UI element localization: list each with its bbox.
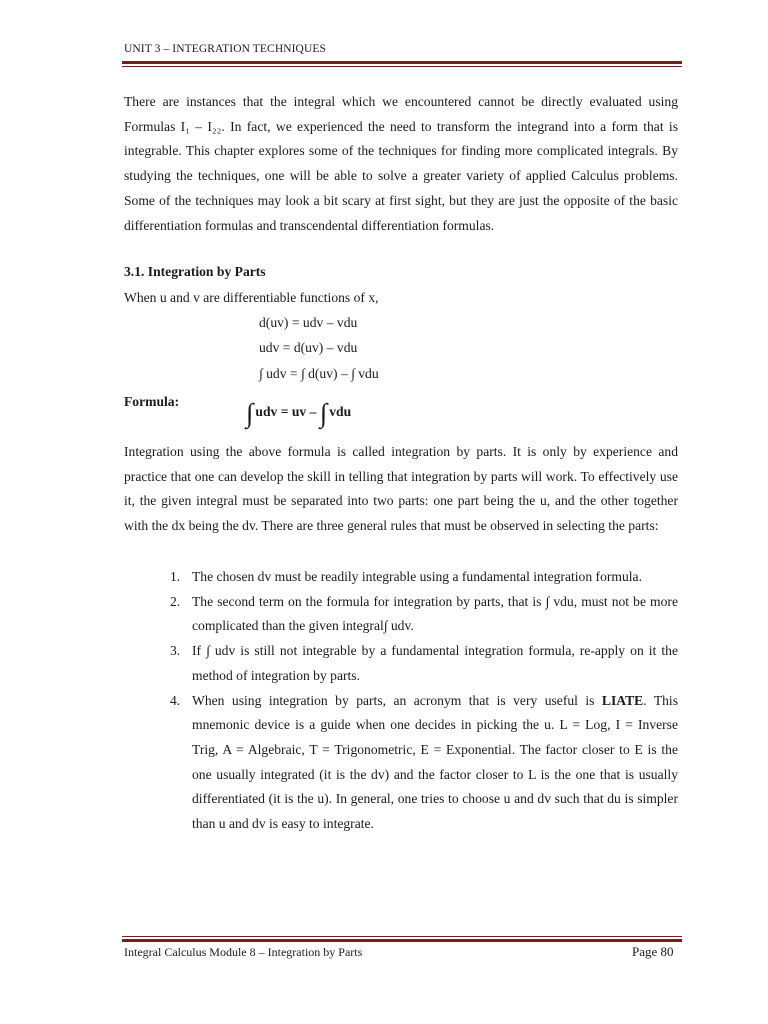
list-item — [124, 689, 678, 837]
footer-rule-thick — [122, 939, 682, 942]
running-header: UNIT 3 – INTEGRATION TECHNIQUES — [124, 43, 326, 55]
list-number: 3. — [170, 643, 181, 659]
liate-acronym: LIATE — [601, 692, 644, 708]
formula-label: Formula: — [124, 394, 180, 409]
header-rule-thick — [122, 61, 682, 64]
section-heading: 3.1. Integration by Parts — [124, 264, 266, 279]
list-number: 1. — [170, 569, 181, 584]
integration-by-parts-formula — [246, 398, 351, 429]
list-item — [124, 590, 678, 639]
list-item — [124, 565, 678, 590]
footer-module-title: Integral Calculus Module 8 – Integration by Parts — [124, 945, 363, 959]
page-number: Page 80 — [632, 944, 674, 959]
explanation-paragraph: Integration using the above formula is called integration by parts. It is only by experience and practice that one can develop the skill in telling that integration by parts will work. To effectively use it, the given integral must be separated into two parts: one part being the u, and the other together with the dx being the dv. There are three general rules that must be observed in selecting the parts: — [124, 444, 678, 534]
header-rule-thin — [122, 66, 682, 67]
list-item-text: The chosen dv must be readily integrable using a fundamental integration formula. — [192, 569, 642, 584]
footer-rule-thin — [122, 936, 682, 937]
list-number: 2. — [170, 593, 181, 609]
intro-paragraph: There are instances that the integral which we encountered cannot be directly evaluated using Formulas I₁ – I₂₂. In fact, we experienced the need to transform the integrand into a form that is integrable. This chapter explores some of the techniques for finding more complicated integrals. By studying the techniques, one will be able to solve a greater variety of applied Calculus problems. Some of the techniques may look a bit scary at first sight, but they are just the opposite of the basic differentiation formulas and transcendental differentiation formulas. — [124, 94, 678, 233]
list-item-text-after: . This mnemonic device is a guide when one decides in picking the u. L = Log, I = Inverse Trig, A = Algebraic, T = Trigonometric, E = Exponential. The factor closer to E is the one usually integrated (it is the dv) and the factor closer to L is the one that is usually differentiated (it is the u). In general, one tries to choose u and dv such that du is simpler than u and dv is easy to integrate. — [192, 692, 678, 832]
integral-symbol: ∫ — [246, 398, 254, 428]
rules-list — [124, 565, 678, 837]
formula-rhs: vdu — [329, 404, 352, 419]
list-item-text: The second term on the formula for integration by parts, that is ∫ vdu, must not be more complicated than the given integral∫ udv. — [192, 593, 678, 634]
list-item — [124, 639, 678, 688]
equation-1: d(uv) = udv – vdu — [259, 315, 358, 330]
list-item-text — [192, 689, 678, 837]
list-number: 4. — [170, 692, 181, 708]
equation-2: udv = d(uv) – vdu — [259, 340, 358, 355]
list-item-text: If ∫ udv is still not integrable by a fundamental integration formula, re-apply on it the method of integration by parts. — [192, 643, 678, 683]
section-lead: When u and v are differentiable functions of x, — [124, 290, 379, 305]
list-item-text-before: When using integration by parts, an acronym that is very useful is — [192, 692, 602, 708]
integral-symbol: ∫ — [319, 398, 328, 428]
formula-lhs: udv = uv – — [255, 404, 317, 419]
equation-3: ∫ udv = ∫ d(uv) – ∫ vdu — [259, 366, 379, 381]
